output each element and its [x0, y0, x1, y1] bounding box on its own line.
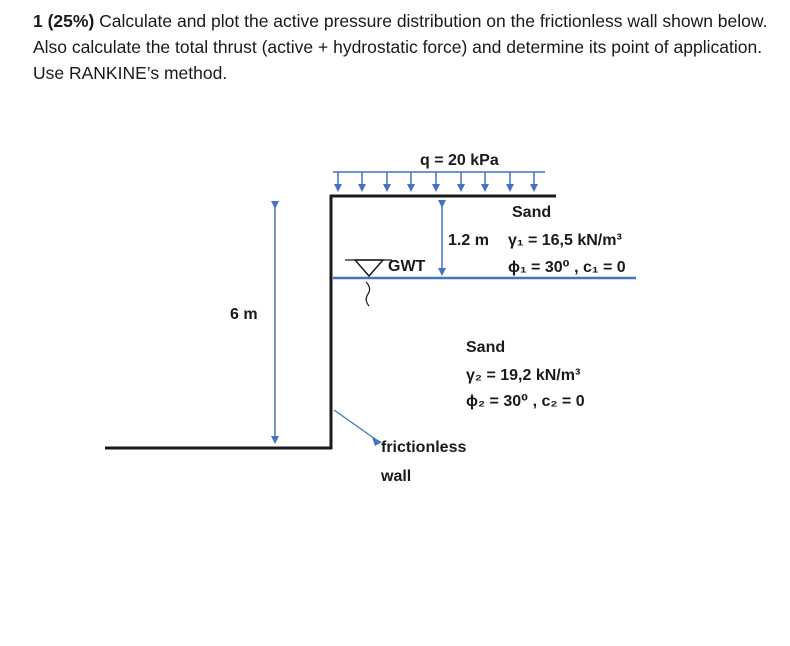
problem-text: Calculate and plot the active pressure distribution on the frictionless wall shown below. Also calculate the total thrust (active + hydrostatic force) and determine its point of application. Use RANKINE’s method. — [33, 11, 768, 83]
layer1-name: Sand — [512, 204, 552, 221]
gwt-label: GWT — [388, 258, 426, 275]
layer2-friction-angle: ϕ₂ = 30⁰ , c₂ = 0 — [466, 393, 585, 410]
wall-label-line1: frictionless — [381, 439, 467, 456]
layer1-unit-weight: γ₁ = 16,5 kN/m³ — [508, 232, 622, 249]
surcharge-arrows — [333, 172, 545, 188]
surcharge-label: q = 20 kPa — [420, 152, 499, 169]
layer2-unit-weight: γ₂ = 19,2 kN/m³ — [466, 367, 581, 384]
water-table-symbol — [345, 260, 392, 306]
wall-label-line2: wall — [381, 468, 412, 485]
gwt-depth-label: 1.2 m — [448, 232, 489, 249]
layer1-friction-angle: ϕ₁ = 30⁰ , c₁ = 0 — [508, 259, 626, 276]
problem-number: 1 (25%) — [33, 11, 95, 31]
layer2-name: Sand — [466, 339, 506, 356]
wall-pointer — [334, 410, 378, 441]
wall-height-label: 6 m — [230, 306, 258, 323]
